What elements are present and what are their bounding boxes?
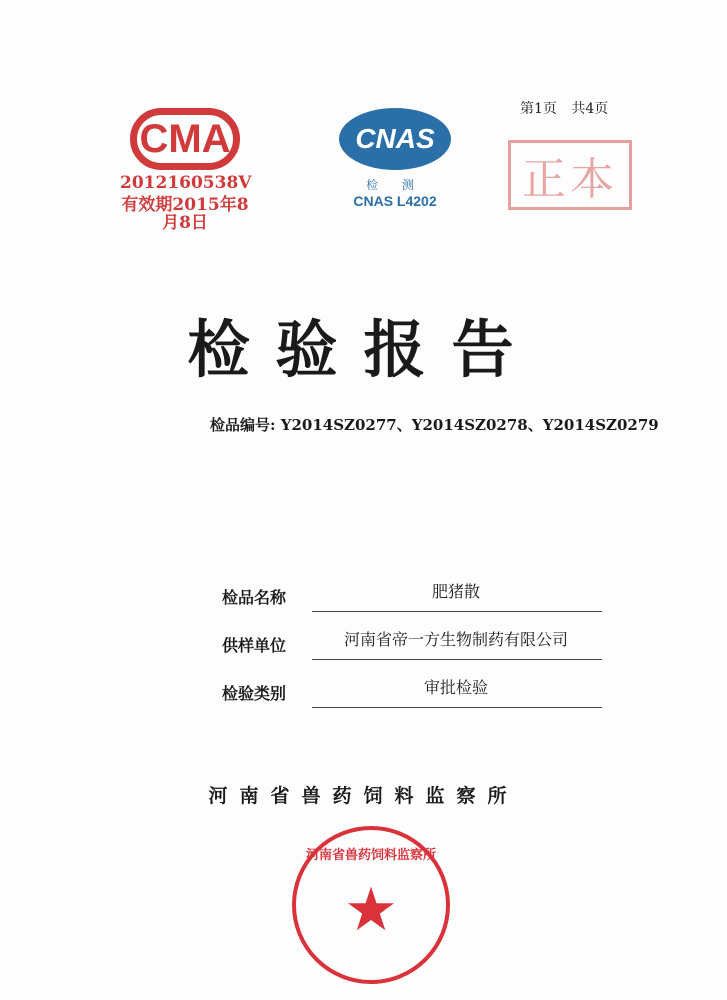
organization-name: 河南省兽药饲料监察所 [208,785,519,807]
underline [312,707,602,708]
cma-number: 2012160538V [120,173,252,193]
report-title: 检验报告 [187,313,540,386]
cnas-mark: CNAS [339,108,451,170]
official-seal [292,826,450,984]
field-sample-name [222,572,602,612]
field-label: 供样单位 [222,636,287,655]
cnas-logo [335,108,455,209]
field-inspection-type [222,668,602,708]
field-label: 检验类别 [222,684,287,703]
original-stamp: 正本 [508,140,632,210]
underline [312,611,602,612]
sample-numbers: 检品编号: Y2014SZ0277、Y2014SZ0278、Y2014SZ0279 [210,416,659,434]
field-value: 肥猪散 [431,582,480,601]
cnas-label: 检 测 [366,178,424,192]
cma-validity: 有效期2015年8月8日 [121,195,249,233]
field-value: 审批检验 [423,678,488,697]
seal-text: 河南省兽药饲料监察所 [305,848,436,863]
cma-mark: CMA [130,108,240,170]
star-icon: ★ [344,875,398,945]
field-value: 河南省帝一方生物制药有限公司 [343,630,568,649]
field-supplier [222,620,602,660]
page-number: 第1页 共4页 [520,101,609,117]
underline [312,659,602,660]
field-label: 检品名称 [222,588,287,607]
cma-logo [120,108,250,232]
cnas-code: CNAS L4202 [353,193,437,209]
